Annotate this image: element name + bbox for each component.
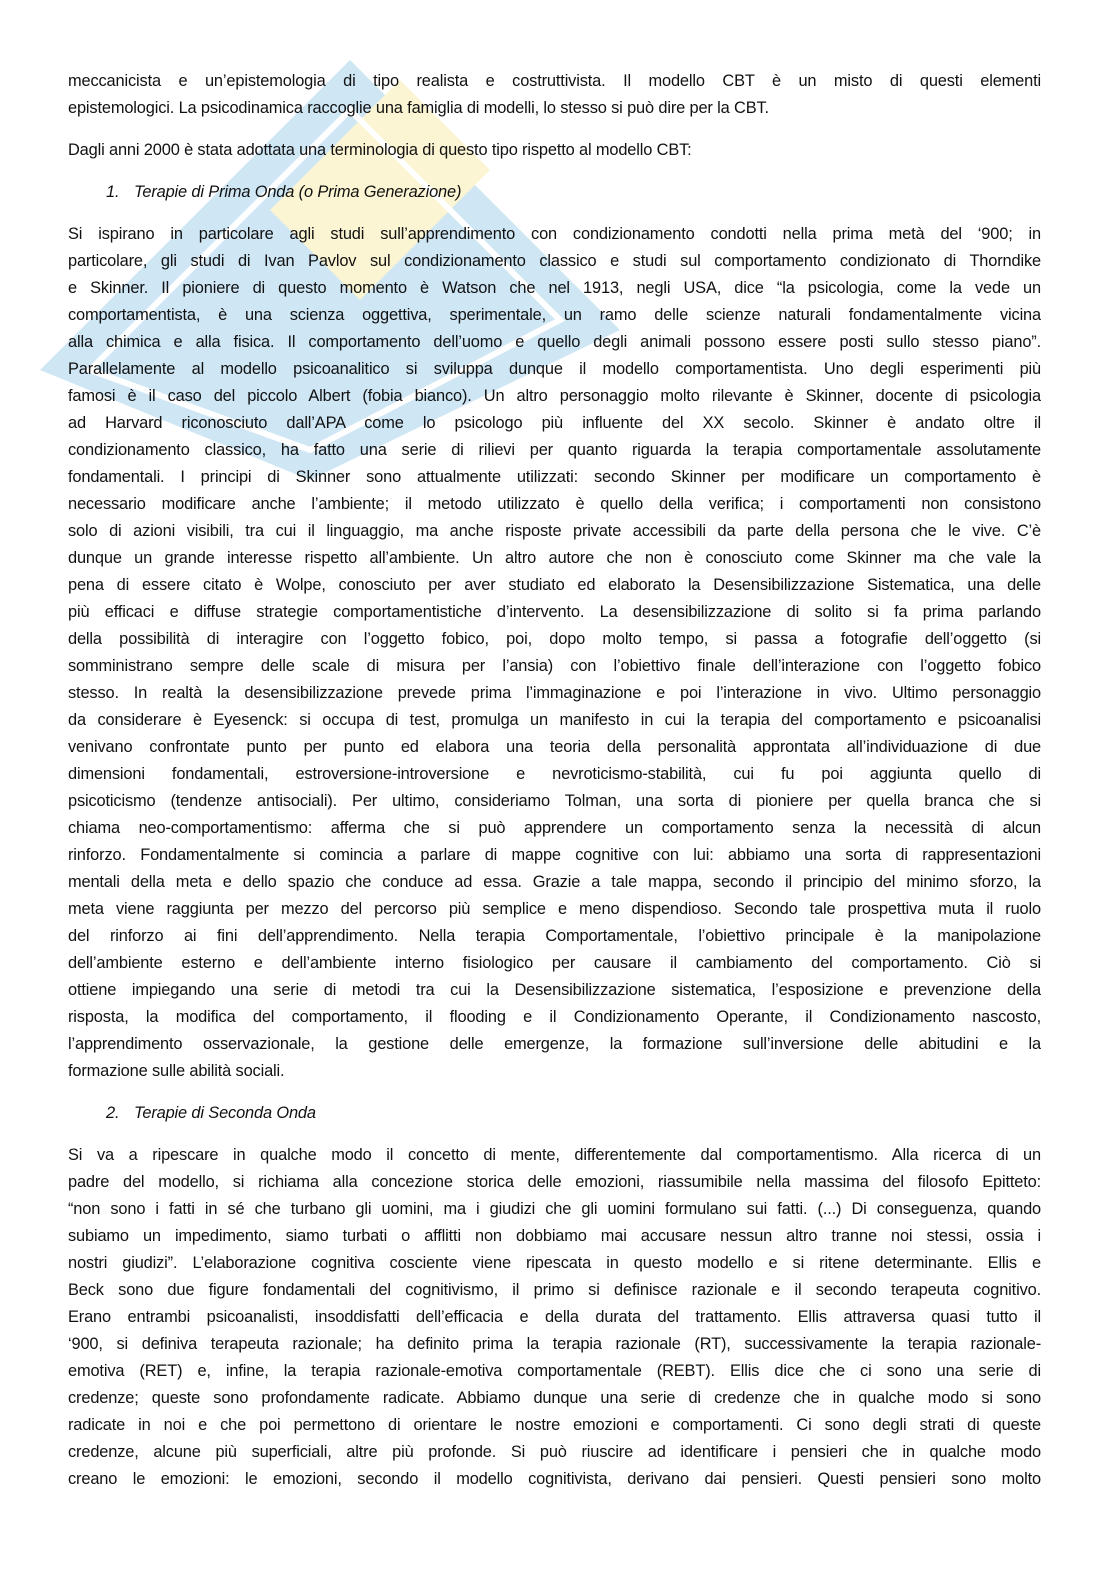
text-line: subiamo un impedimento, siamo turbati o afflitti non dobbiamo mai accusare nessun altro tranne noi stessi, ossia i: [68, 1227, 1041, 1245]
text-line: ‘900, si definiva terapeuta razionale; ha definito prima la terapia razionale (RT), successivamente la terapia razionale-: [68, 1335, 1041, 1353]
text-line: e Skinner. Il pioniere di questo momento è Watson che nel 1913, negli USA, dice “la psicologia, come la vede un: [68, 279, 1041, 297]
text-line: radicate in noi e che poi permettono di orientare le nostre emozioni e comportamenti. Ci sono degli strati di queste: [68, 1416, 1041, 1434]
text-line: della possibilità di interagire con l’oggetto fobico, poi, dopo molto tempo, si passa a fotografie dell’oggetto (si: [68, 630, 1041, 648]
section-heading: [68, 179, 1041, 206]
heading-line: [68, 1100, 1041, 1127]
text-line: Erano entrambi psicoanalisti, insoddisfatti dell’efficacia e della durata del trattamento. Ellis attraversa quasi tutto il: [68, 1308, 1041, 1326]
text-line: psicoticismo (tendenze antisociali). Per ultimo, consideriamo Tolman, una sorta di pioniere per quella branca che si: [68, 792, 1041, 810]
text-line: alla chimica e alla fisica. Il comportamento dell’uomo e quello degli animali possono essere posti sullo stesso piano”.: [68, 333, 1041, 351]
text-line: creano le emozioni: le emozioni, secondo il modello cognitivista, derivano dai pensieri. Questi pensieri sono molto: [68, 1470, 1041, 1488]
text-line: da considerare è Eyesenck: si occupa di test, promulga un manifesto in cui la terapia del comportamento e psicoanalisi: [68, 711, 1041, 729]
text-line: più efficaci e diffuse strategie comportamentistiche d’intervento. La desensibilizzazione di solito si fa prima parlando: [68, 603, 1041, 621]
text-line: Dagli anni 2000 è stata adottata una terminologia di questo tipo rispetto al modello CBT:: [68, 141, 692, 159]
text-line: mentali della meta e dello spazio che conduce ad essa. Grazie a tale mappa, secondo il principio del minimo sforzo, la: [68, 873, 1041, 891]
text-line: somministrano sempre delle scale di misura per l’ansia) con l’obiettivo finale dell’interazione con l’oggetto fobico: [68, 657, 1041, 675]
paragraph: [68, 221, 1041, 1085]
text-line: stesso. In realtà la desensibilizzazione prevede prima l’immaginazione e poi l’interazione in vivo. Ultimo personaggio: [68, 684, 1041, 702]
text-line: meccanicista e un’epistemologia di tipo realista e costruttivista. Il modello CBT è un misto di questi elementi: [68, 72, 1041, 90]
text-line: nostri giudizi”. L’elaborazione cognitiva cosciente viene ripescata in questo modello e si ritene determinante. Ellis e: [68, 1254, 1041, 1272]
text-line: chiama neo-comportamentismo: afferma che si può apprendere un comportamento senza la necessità di alcun: [68, 819, 1041, 837]
heading-text: Terapie di Prima Onda (o Prima Generazione): [134, 183, 462, 201]
text-line: del rinforzo ai fini dell’apprendimento. Nella terapia Comportamentale, l’obiettivo principale è la manipolazione: [68, 927, 1041, 945]
document-page: [68, 68, 1041, 1493]
text-line: padre del modello, si richiama alla concezione storica delle emozioni, riassumibile nella massima del filosofo Epitteto:: [68, 1173, 1041, 1191]
text-line: Si ispirano in particolare agli studi sull’apprendimento con condizionamento condotti nella prima metà del ‘900; in: [68, 225, 1041, 243]
text-line: ottiene impiegando una serie di metodi tra cui la Desensibilizzazione sistematica, l’esposizione e prevenzione della: [68, 981, 1041, 999]
text-line: venivano confrontate punto per punto ed elabora una teoria della personalità approntata all’individuazione di due: [68, 738, 1041, 756]
paragraph: [68, 137, 1041, 164]
text-line: ad Harvard riconosciuto dall’APA come lo psicologo più influente del XX secolo. Skinner è andato oltre il: [68, 414, 1041, 432]
text-line: “non sono i fatti in sé che turbano gli uomini, ma i giudizi che gli uomini formulano sui fatti. (...) Di conseguenza, quando: [68, 1200, 1041, 1218]
heading-line: [68, 179, 1041, 206]
section-heading: [68, 1100, 1041, 1127]
text-line: dimensioni fondamentali, estroversione-introversione e nevroticismo-stabilità, cui fu poi aggiunta quello di: [68, 765, 1041, 783]
text-line: Beck sono due figure fondamentali del cognitivismo, il primo si definisce razionale e il secondo terapeuta cognitivo.: [68, 1281, 1041, 1299]
text-line: risposta, la modifica del comportamento, il flooding e il Condizionamento Operante, il Condizionamento nascosto,: [68, 1008, 1041, 1026]
text-line: famosi è il caso del piccolo Albert (fobia bianco). Un altro personaggio molto rilevante è Skinner, docente di psicologia: [68, 387, 1041, 405]
text-line: credenze, alcune più superficiali, altre più profonde. Si può riuscire ad identificare i pensieri che in qualche modo: [68, 1443, 1041, 1461]
text-line: formazione sulle abilità sociali.: [68, 1062, 285, 1080]
text-line: credenze; queste sono profondamente radicate. Abbiamo dunque una serie di credenze che in qualche modo si sono: [68, 1389, 1041, 1407]
text-line: fondamentali. I principi di Skinner sono attualmente utilizzati: secondo Skinner per modificare un comportamento è: [68, 468, 1041, 486]
list-number: 1.: [106, 183, 120, 201]
text-line: Parallelamente al modello psicoanalitico si sviluppa dunque il modello comportamentista. Uno degli esperimenti più: [68, 360, 1041, 378]
text-line: necessario modificare anche l’ambiente; il metodo utilizzato è quello della verifica; i comportamenti non consistono: [68, 495, 1041, 513]
text-line: comportamentista, è una scienza oggettiva, sperimentale, un ramo delle scienze naturali fondamentalmente vicina: [68, 306, 1041, 324]
list-number: 2.: [106, 1104, 120, 1122]
text-line: meta viene raggiunta per mezzo del percorso più semplice e meno dispendioso. Secondo tale prospettiva muta il ruolo: [68, 900, 1041, 918]
text-line: solo di azioni visibili, tra cui il linguaggio, ma anche risposte private accessibili da parte della persona che le vive. C’è: [68, 522, 1041, 540]
text-line: l’apprendimento osservazionale, la gestione delle emergenze, la formazione sull’inversione delle abitudini e la: [68, 1035, 1041, 1053]
text-line: dell’ambiente esterno e dell’ambiente interno fisiologico per causare il cambiamento del comportamento. Ciò si: [68, 954, 1041, 972]
text-line: pena di essere citato è Wolpe, conosciuto per aver studiato ed elaborato la Desensibilizzazione Sistematica, una delle: [68, 576, 1041, 594]
text-line: Si va a ripescare in qualche modo il concetto di mente, differentemente dal comportamentismo. Alla ricerca di un: [68, 1146, 1041, 1164]
text-line: rinforzo. Fondamentalmente si comincia a parlare di mappe cognitive con lui: abbiamo una sorta di rappresentazioni: [68, 846, 1041, 864]
text-line: particolare, gli studi di Ivan Pavlov sul condizionamento classico e studi sul comportamento condizionato di Thorndike: [68, 252, 1041, 270]
paragraph: [68, 68, 1041, 122]
heading-text: Terapie di Seconda Onda: [134, 1104, 316, 1122]
text-line: dunque un grande interesse rispetto all’ambiente. Un altro autore che non è conosciuto come Skinner ma che vale la: [68, 549, 1041, 567]
text-line: epistemologici. La psicodinamica raccoglie una famiglia di modelli, lo stesso si può dire per la CBT.: [68, 99, 769, 117]
text-line: condizionamento classico, ha fatto una serie di rilievi per quanto riguarda la terapia comportamentale assolutamente: [68, 441, 1041, 459]
text-line: emotiva (RET) e, infine, la terapia razionale-emotiva comportamentale (REBT). Ellis dice che ci sono una serie di: [68, 1362, 1041, 1380]
paragraph: [68, 1142, 1041, 1493]
